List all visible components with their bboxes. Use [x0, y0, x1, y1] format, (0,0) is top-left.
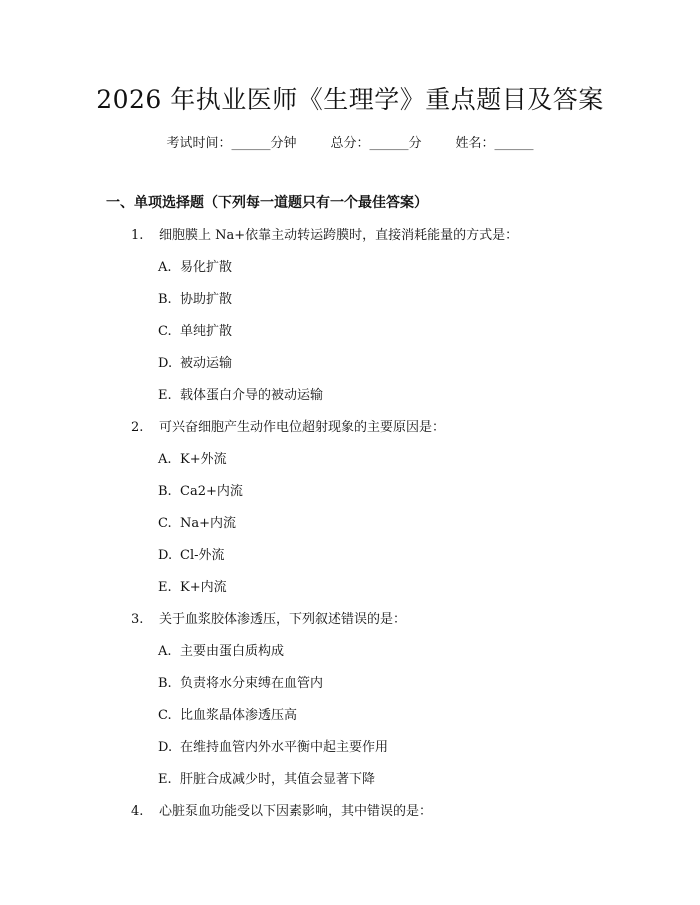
- option-letter: D.: [158, 740, 173, 755]
- option-letter: A.: [158, 644, 172, 659]
- option-1d: [158, 352, 232, 371]
- option-2d: [158, 544, 225, 563]
- option-text: 主要由蛋白质构成: [180, 644, 285, 659]
- question-3: [131, 608, 406, 627]
- option-letter: C.: [158, 708, 172, 723]
- option-letter: D.: [158, 548, 173, 563]
- total-score-field: 总分：______分: [330, 136, 422, 151]
- question-text: 可兴奋细胞产生动作电位超射现象的主要原因是：: [159, 420, 446, 435]
- question-number: 4.: [131, 804, 144, 819]
- option-letter: B.: [158, 292, 172, 307]
- option-1a: [158, 256, 232, 275]
- option-2e: [158, 576, 227, 595]
- question-4: [131, 800, 432, 819]
- question-text: 关于血浆胶体渗透压，下列叙述错误的是：: [159, 612, 407, 627]
- option-text: Na+内流: [180, 516, 237, 531]
- option-3a: [158, 640, 284, 659]
- option-text: 在维持血管内外水平衡中起主要作用: [180, 740, 389, 755]
- option-letter: A.: [158, 260, 172, 275]
- option-text: 协助扩散: [180, 292, 233, 307]
- option-text: 被动运输: [180, 356, 233, 371]
- option-text: K+内流: [180, 580, 227, 595]
- option-text: Ca2+内流: [180, 484, 243, 499]
- option-letter: D.: [158, 356, 173, 371]
- option-3d: [158, 736, 388, 755]
- option-letter: E.: [158, 772, 172, 787]
- option-1e: [158, 384, 323, 403]
- section-heading: 一、单项选择题（下列每一道题只有一个最佳答案）: [106, 195, 428, 211]
- option-text: 比血浆晶体渗透压高: [180, 708, 298, 723]
- option-2a: [158, 448, 227, 467]
- option-2c: [158, 512, 236, 531]
- option-2b: [158, 480, 243, 499]
- option-text: Cl-外流: [180, 548, 225, 563]
- option-3c: [158, 704, 297, 723]
- option-text: 易化扩散: [180, 260, 233, 275]
- option-1c: [158, 320, 232, 339]
- option-3b: [158, 672, 323, 691]
- question-1: [131, 224, 518, 243]
- exam-time-field: 考试时间：______分钟: [166, 136, 297, 151]
- option-3e: [158, 768, 375, 787]
- exam-info-line: [0, 132, 700, 151]
- option-letter: A.: [158, 452, 172, 467]
- option-letter: C.: [158, 324, 172, 339]
- option-text: 负责将水分束缚在血管内: [180, 676, 324, 691]
- option-letter: E.: [158, 580, 172, 595]
- option-letter: B.: [158, 676, 172, 691]
- question-number: 3.: [131, 612, 144, 627]
- question-2: [131, 416, 445, 435]
- question-number: 2.: [131, 420, 144, 435]
- document-title: 2026 年执业医师《生理学》重点题目及答案: [96, 85, 604, 114]
- option-text: 单纯扩散: [180, 324, 233, 339]
- option-letter: C.: [158, 516, 172, 531]
- option-text: 载体蛋白介导的被动运输: [180, 388, 324, 403]
- question-number: 1.: [131, 228, 144, 243]
- student-name-field: 姓名：______: [455, 136, 534, 151]
- option-letter: B.: [158, 484, 172, 499]
- question-text: 细胞膜上 Na+依靠主动转运跨膜时，直接消耗能量的方式是：: [159, 228, 519, 243]
- question-text: 心脏泵血功能受以下因素影响，其中错误的是：: [159, 804, 433, 819]
- option-1b: [158, 288, 232, 307]
- option-text: K+外流: [180, 452, 227, 467]
- option-text: 肝脏合成减少时，其值会显著下降: [180, 772, 376, 787]
- option-letter: E.: [158, 388, 172, 403]
